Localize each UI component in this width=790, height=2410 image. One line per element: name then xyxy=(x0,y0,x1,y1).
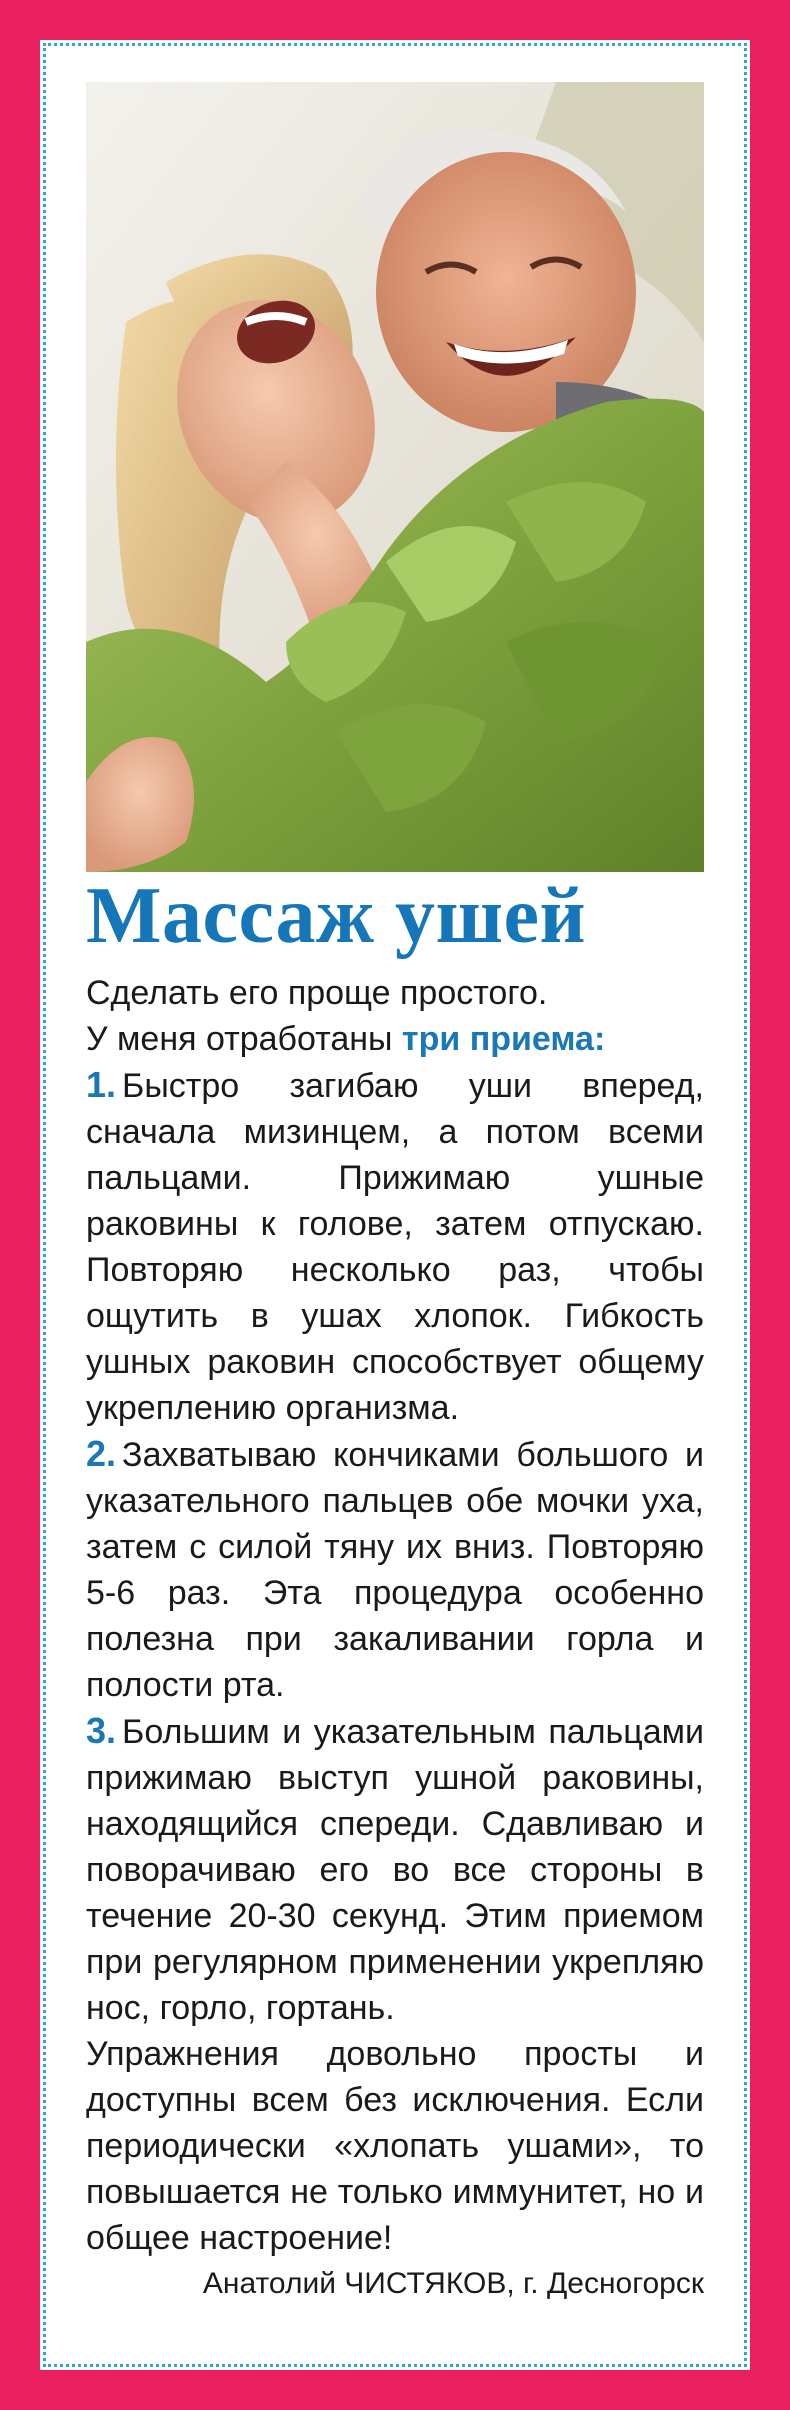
intro-line-2-prefix: У меня отработаны xyxy=(86,1020,393,1058)
article-frame xyxy=(40,40,750,2370)
article-title: Массаж ушей xyxy=(86,872,587,960)
author-signature: Анатолий ЧИСТЯКОВ, г. Десногорск xyxy=(202,2267,704,2300)
step-3-text: Большим и указательным пальцами прижимаю выступ ушной раковины, находящийся спереди. Сдавливаю и поворачиваю его во все стороны в течение 20-30 секунд. Этим приемом при регулярном применении укрепляю нос, горло, гортань. xyxy=(86,1713,704,2027)
step-1-text: Быстро загибаю уши вперед, сначала мизинцем, а потом всеми пальцами. Прижимаю ушные раковины к голове, затем отпускаю. Повторяю несколько раз, чтобы ощутить в ушах хлопок. Гибкость ушных раковин способствует общему укреплению организма. xyxy=(86,1067,704,1427)
step-2-number: 2. xyxy=(86,1433,117,1474)
step-3-number: 3. xyxy=(86,1710,117,1751)
closing-paragraph: Упражнения довольно просты и доступны всем без исключения. Если периодически «хлопать ушами», то повышается не только иммунитет, но и общее настроение! xyxy=(86,2035,704,2257)
step-2-text: Захватываю кончиками большого и указательного пальцев обе мочки уха, затем с силой тяну их вниз. Повторяю 5-6 раз. Эта процедура особенно полезна при закаливании горла и полости рта. xyxy=(86,1436,704,1704)
step-1-number: 1. xyxy=(86,1064,117,1105)
step-3 xyxy=(86,1708,704,2031)
intro-line-2-accent: три приема: xyxy=(401,1020,606,1058)
step-2 xyxy=(86,1431,704,1708)
intro-line-1: Сделать его проще простого. xyxy=(86,974,548,1012)
article-content xyxy=(86,868,704,2305)
article-photo-laughing-couple xyxy=(86,82,704,872)
intro-line-2 xyxy=(86,1016,704,1062)
step-1 xyxy=(86,1062,704,1431)
